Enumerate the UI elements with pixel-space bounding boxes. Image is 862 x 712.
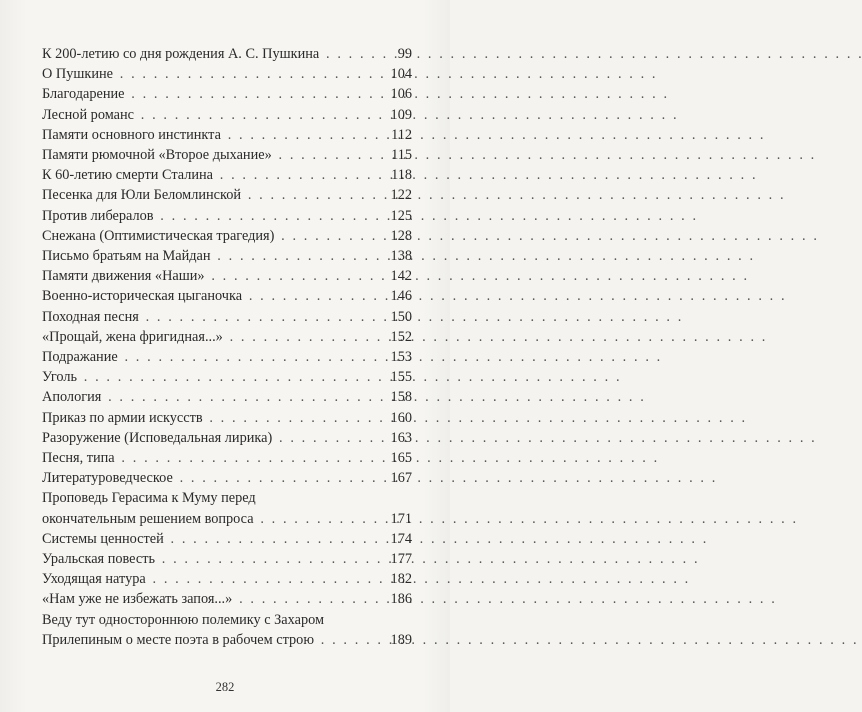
- toc-entry-page: 112: [391, 126, 412, 143]
- dot-leader: [158, 549, 385, 569]
- toc-entry-page: 152: [390, 328, 412, 345]
- toc-entry-page: 158: [390, 389, 412, 406]
- dot-leader: [128, 84, 385, 104]
- toc-entry-page: 150: [390, 308, 412, 325]
- toc-entry-title: Благодарение: [42, 86, 125, 103]
- toc-entry-title: Подражание: [42, 349, 118, 366]
- toc-entry-page: 165: [390, 450, 412, 467]
- toc-entry-page: 118: [391, 167, 412, 184]
- toc-entry: [42, 246, 412, 266]
- toc-entry: [42, 64, 412, 84]
- toc-entry-title: К 200-летию со дня рождения А. С. Пушкина: [42, 46, 320, 62]
- toc-entry-title: Уходящая натура: [42, 571, 146, 588]
- toc-entry-page: 122: [390, 187, 412, 204]
- dot-leader: [322, 44, 385, 64]
- toc-entry-page: 109: [390, 106, 412, 123]
- toc-entry: [42, 44, 412, 64]
- toc-entry-title: Апология: [42, 389, 102, 406]
- toc-entry: [42, 488, 412, 528]
- toc-entry-title: Памяти движения «Наши»: [42, 268, 205, 285]
- toc-entry-title: «Нам уже не избежать запоя...»: [42, 591, 233, 608]
- dot-leader: [118, 448, 385, 468]
- toc-entry: [42, 589, 412, 609]
- toc-entry-page: 182: [390, 571, 412, 588]
- toc-entry: [42, 125, 412, 145]
- toc-entry-page: 146: [390, 288, 412, 305]
- toc-entry-title-line1: Веду тут одностороннюю полемику с Захаром: [42, 611, 325, 628]
- toc-entry-page: 115: [391, 147, 412, 164]
- dot-leader: [206, 408, 385, 428]
- toc-entry: [42, 266, 412, 286]
- toc-entry-title: Приказ по армии искусств: [42, 409, 203, 426]
- toc-entry-title: Против либералов: [42, 207, 154, 224]
- dot-leader: [275, 145, 385, 165]
- toc-entry: [42, 549, 412, 569]
- toc-entry-page: 125: [390, 207, 412, 224]
- toc-entry-page: 104: [390, 66, 412, 83]
- toc-entry: [42, 145, 412, 165]
- toc-entry: [42, 84, 412, 104]
- toc-entry-title: окончательным решением вопроса: [42, 510, 254, 527]
- toc-entry: [42, 367, 412, 387]
- toc-entry-page: 177: [390, 551, 412, 568]
- toc-entry-page: 155: [390, 369, 412, 386]
- toc-entry: [42, 468, 412, 488]
- toc-entry: [42, 286, 412, 306]
- dot-leader: [104, 387, 385, 407]
- dot-leader: [244, 185, 385, 205]
- toc-entry-title: Системы ценностей: [42, 530, 164, 547]
- toc-entry-page: 106: [390, 86, 412, 103]
- toc-entry-title: Песня, типа: [42, 450, 115, 467]
- toc-entry-title: Прилепиным о месте поэта в рабочем строю: [42, 631, 314, 648]
- toc-entry: [42, 408, 412, 428]
- dot-leader: [275, 428, 385, 448]
- dot-leader: [208, 266, 385, 286]
- toc-entry-title: Уральская повесть: [42, 551, 155, 568]
- toc-entry: [42, 387, 412, 407]
- dot-leader: [176, 468, 385, 488]
- toc-entry: [42, 165, 412, 185]
- toc-entry-page: 163: [390, 429, 412, 446]
- toc-entry-title: Лесной романс: [42, 106, 134, 123]
- toc-entry-title: Уголь: [42, 369, 77, 386]
- toc-entry-title: «Прощай, жена фригидная...»: [42, 328, 223, 345]
- toc-entry-title: Памяти основного инстинкта: [42, 126, 221, 143]
- dot-leader: [137, 105, 385, 125]
- toc-entry-title: Литературоведческое: [42, 470, 173, 487]
- dot-leader: [214, 246, 385, 266]
- toc-entry-page: 186: [390, 591, 412, 608]
- dot-leader: [149, 569, 385, 589]
- toc-entry-title: Походная песня: [42, 308, 139, 325]
- toc-entry-title: К 60-летию смерти Сталина: [42, 167, 213, 184]
- dot-leader: [245, 286, 385, 306]
- toc-entry: [42, 448, 412, 468]
- dot-leader: [80, 367, 385, 387]
- toc-entry: [42, 569, 412, 589]
- dot-leader: [257, 509, 385, 529]
- toc-entry-page: 160: [390, 409, 412, 426]
- toc-entry: [42, 185, 412, 205]
- toc-entry-page: 174: [390, 530, 412, 547]
- dot-leader: [142, 307, 385, 327]
- toc-entry-title: О Пушкине: [42, 66, 113, 83]
- toc-entry: [42, 206, 412, 226]
- toc-entry-page: 167: [390, 470, 412, 487]
- dot-leader: [235, 589, 385, 609]
- toc-entry: [42, 327, 412, 347]
- toc-entry: [42, 610, 412, 650]
- toc-entry: [42, 347, 412, 367]
- toc-entry-page: 128: [390, 227, 412, 244]
- dot-leader: [216, 165, 385, 185]
- toc-entry-page: 99: [397, 46, 412, 62]
- dot-leader: [317, 630, 385, 650]
- toc-entry: [42, 226, 412, 246]
- dot-leader: [116, 64, 385, 84]
- dot-leader: [226, 327, 385, 347]
- dot-leader: [157, 206, 385, 226]
- toc-entry: [42, 307, 412, 327]
- toc-entry-page: 189: [390, 631, 412, 648]
- toc-entry-title-line1: Проповедь Герасима к Муму перед: [42, 490, 256, 507]
- toc-entry: [42, 428, 412, 448]
- toc-entry-page: 153: [390, 349, 412, 366]
- page-number: 282: [215, 680, 235, 694]
- toc-entry-title: Песенка для Юли Беломлинской: [42, 187, 242, 204]
- dot-leader: [224, 125, 385, 145]
- toc-entry-title: Письмо братьям на Майдан: [42, 248, 211, 265]
- toc-entry-page: 171: [390, 510, 412, 527]
- toc-entry-page: 138: [390, 248, 412, 265]
- toc-entry-title: Разоружение (Исповедальная лирика): [42, 429, 273, 446]
- toc-entry-title: Памяти рюмочной «Второе дыхание»: [42, 147, 272, 164]
- dot-leader: [121, 347, 385, 367]
- toc-entry-title: Военно-историческая цыганочка: [42, 288, 243, 305]
- dot-leader: [167, 529, 385, 549]
- toc-entry-page: 142: [390, 268, 412, 285]
- dot-leader: [277, 226, 385, 246]
- toc-entry-title: Снежана (Оптимистическая трагедия): [42, 227, 275, 244]
- toc-entry: [42, 105, 412, 125]
- table-of-contents: [42, 44, 412, 650]
- toc-entry: [42, 529, 412, 549]
